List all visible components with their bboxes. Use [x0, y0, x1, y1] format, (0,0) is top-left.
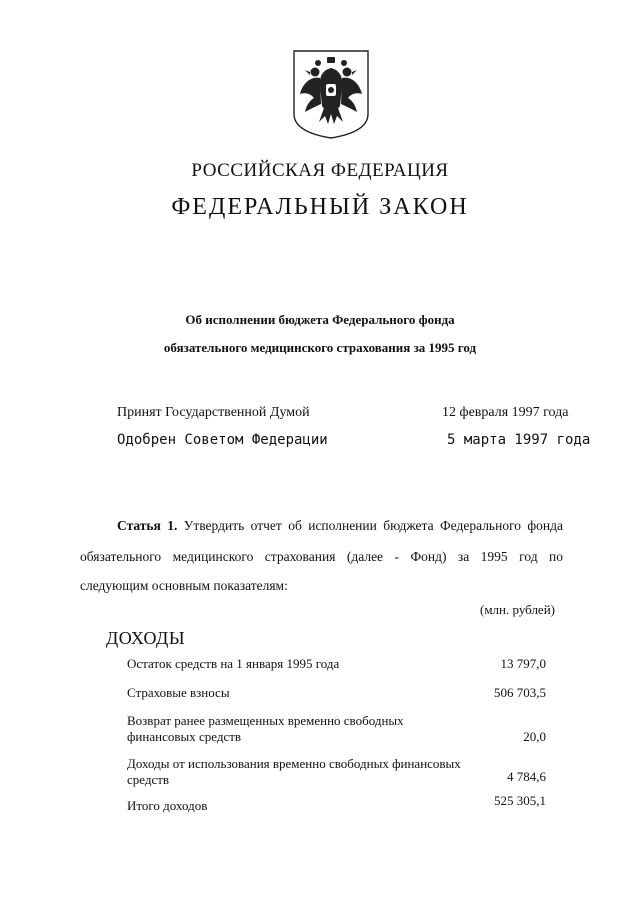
- approved-date: 5 марта 1997 года: [447, 432, 591, 448]
- income-row-value: 4 784,6: [507, 769, 546, 784]
- income-row-value: 13 797,0: [500, 656, 546, 671]
- adopted-label: Принят Государственной Думой: [117, 405, 310, 420]
- income-row-value: 525 305,1: [494, 793, 546, 808]
- units-label: (млн. рублей): [480, 602, 555, 617]
- income-row-label: Возврат ранее размещенных временно свободных финансовых средств: [127, 713, 404, 744]
- law-title-line-2: обязательного медицинского страхования за 1995 год: [163, 340, 477, 355]
- article-1-text-1: Утвердить отчет об исполнении бюджета Федерального фонда: [183, 518, 563, 533]
- income-row-value: 20,0: [523, 729, 546, 744]
- income-row-label: Доходы от использования временно свободных финансовых средств: [127, 756, 461, 787]
- law-type-heading: ФЕДЕРАЛЬНЫЙ ЗАКОН: [171, 194, 469, 220]
- country-heading: РОССИЙСКАЯ ФЕДЕРАЦИЯ: [191, 160, 449, 181]
- article-1-line-3: следующим основным показателям:: [80, 578, 288, 593]
- adopted-date: 12 февраля 1997 года: [442, 405, 569, 420]
- approved-label: Одобрен Советом Федерации: [117, 432, 328, 448]
- article-1-heading: Статья 1.: [117, 518, 178, 533]
- state-emblem: [290, 48, 372, 140]
- article-1-line-2: обязательного медицинского страхования (далее - Фонд) за 1995 год по: [80, 549, 563, 564]
- income-section-heading: ДОХОДЫ: [106, 628, 186, 648]
- income-row-label: Остаток средств на 1 января 1995 года: [127, 656, 340, 671]
- income-row-value: 506 703,5: [494, 685, 546, 700]
- article-1-line-1: [117, 518, 563, 534]
- law-title-line-1: Об исполнении бюджета Федерального фонда: [185, 312, 455, 327]
- double-headed-eagle-emblem-icon: [290, 48, 372, 140]
- income-row-label: Итого доходов: [127, 798, 208, 813]
- income-row-label: Страховые взносы: [127, 685, 230, 700]
